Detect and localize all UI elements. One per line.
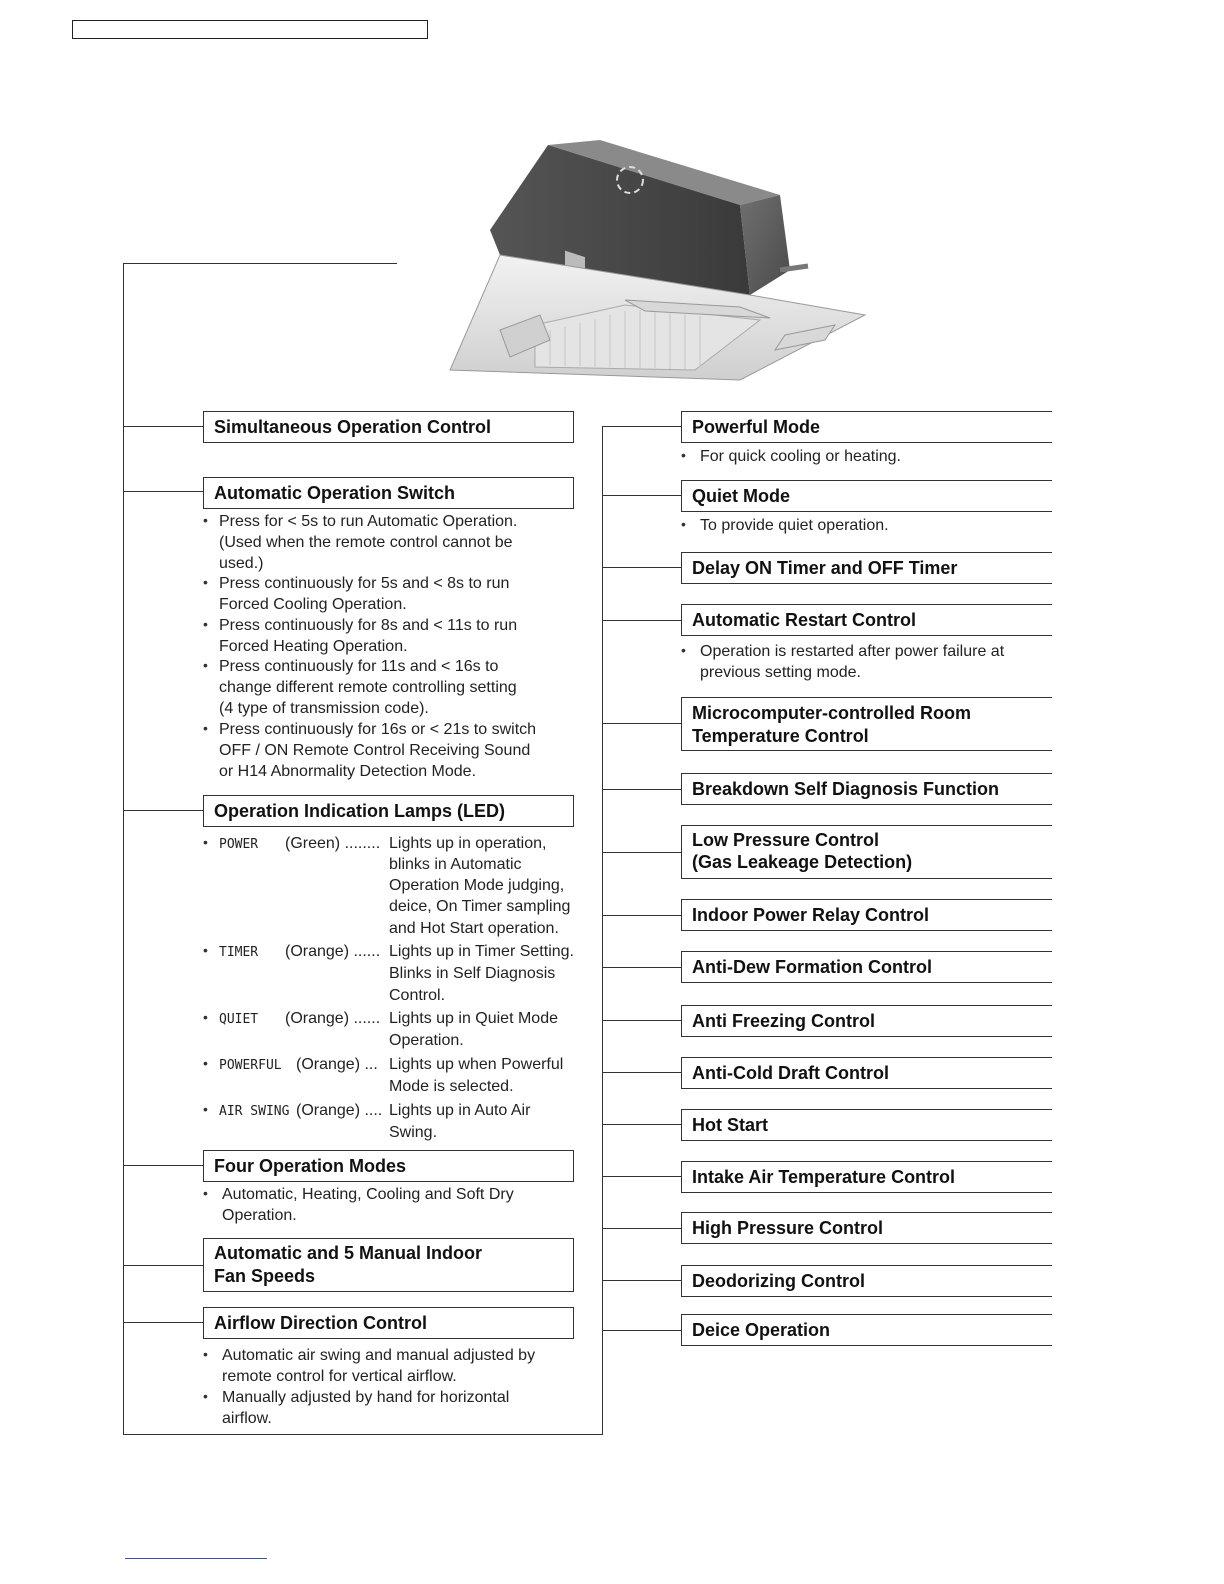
left-top-line bbox=[123, 263, 397, 264]
desc-line: Forced Heating Operation. bbox=[219, 638, 408, 655]
center-trunk-line bbox=[602, 426, 603, 1435]
anti-dew-box bbox=[681, 951, 1052, 983]
led-airswing-color: (Orange) .... bbox=[296, 1102, 383, 1119]
led-power-name: POWER bbox=[219, 837, 259, 852]
connector bbox=[602, 1020, 682, 1021]
airflow-direction-title: Airflow Direction Control bbox=[214, 1312, 427, 1333]
bullet: • bbox=[203, 574, 208, 590]
led-timer-name: TIMER bbox=[219, 945, 259, 960]
simultaneous-operation-box bbox=[203, 411, 574, 443]
connector bbox=[602, 789, 682, 790]
delay-timer-title: Delay ON Timer and OFF Timer bbox=[692, 558, 958, 578]
connector bbox=[602, 567, 682, 568]
desc-line: or H14 Abnormality Detection Mode. bbox=[219, 763, 477, 780]
room-temp-title-line-1: Microcomputer-controlled Room bbox=[692, 703, 972, 723]
desc-line: Lights up in Quiet Mode bbox=[389, 1010, 558, 1027]
automatic-operation-switch-title: Automatic Operation Switch bbox=[214, 482, 456, 503]
anti-cold-draft-title: Anti-Cold Draft Control bbox=[692, 1063, 889, 1083]
high-pressure-box bbox=[681, 1212, 1052, 1244]
anti-dew-title: Anti-Dew Formation Control bbox=[692, 957, 932, 977]
bullet: • bbox=[681, 516, 686, 532]
connector bbox=[602, 1280, 682, 1281]
connector bbox=[123, 1165, 203, 1166]
room-temp-title-line-2: Temperature Control bbox=[692, 726, 869, 746]
desc-line: and Hot Start operation. bbox=[389, 920, 559, 937]
connector bbox=[602, 1124, 682, 1125]
desc-line: Operation. bbox=[222, 1207, 297, 1224]
led-quiet-color: (Orange) ...... bbox=[285, 1010, 381, 1027]
hot-start-box bbox=[681, 1109, 1052, 1141]
room-temp-control-box bbox=[681, 697, 1052, 751]
fan-speeds-box bbox=[203, 1238, 574, 1292]
desc-line: Control. bbox=[389, 987, 446, 1004]
bullet: • bbox=[203, 616, 208, 632]
desc-line: Press continuously for 5s and < 8s to run bbox=[219, 575, 510, 592]
desc-line: Press for < 5s to run Automatic Operation. bbox=[219, 513, 518, 530]
desc-line: To provide quiet operation. bbox=[700, 517, 889, 534]
four-operation-modes-title: Four Operation Modes bbox=[214, 1155, 407, 1176]
anti-cold-draft-box bbox=[681, 1057, 1052, 1089]
led-powerful-name: POWERFUL bbox=[219, 1058, 282, 1073]
quiet-mode-box bbox=[681, 480, 1052, 512]
hot-start-title: Hot Start bbox=[692, 1115, 768, 1135]
bullet: • bbox=[203, 657, 208, 673]
operation-indication-lamps-box bbox=[203, 795, 574, 827]
desc-line: Forced Cooling Operation. bbox=[219, 596, 407, 613]
desc-line: Operation Mode judging, bbox=[389, 877, 565, 894]
desc-line: Operation is restarted after power failure at bbox=[700, 643, 1005, 660]
connector bbox=[602, 915, 682, 916]
connector bbox=[123, 1265, 203, 1266]
four-operation-modes-box bbox=[203, 1150, 574, 1182]
bullet: • bbox=[203, 1055, 208, 1071]
led-quiet-name: QUIET bbox=[219, 1012, 259, 1027]
low-pressure-title-line-1: Low Pressure Control bbox=[692, 830, 880, 850]
powerful-mode-box bbox=[681, 411, 1052, 443]
connector bbox=[123, 426, 203, 427]
desc-line: Lights up when Powerful bbox=[389, 1056, 564, 1073]
connector bbox=[602, 1176, 682, 1177]
left-trunk-line bbox=[123, 263, 124, 1435]
deodorizing-box bbox=[681, 1265, 1052, 1297]
connector bbox=[602, 495, 682, 496]
desc-line: Press continuously for 16s or < 21s to switch bbox=[219, 721, 537, 738]
led-timer-color: (Orange) ...... bbox=[285, 943, 381, 960]
desc-line: Lights up in Timer Setting. bbox=[389, 943, 574, 960]
connector bbox=[123, 1322, 203, 1323]
connector bbox=[602, 1330, 682, 1331]
bullet: • bbox=[203, 720, 208, 736]
connector bbox=[123, 810, 203, 811]
desc-line: Press continuously for 8s and < 11s to run bbox=[219, 617, 518, 634]
desc-line: blinks in Automatic bbox=[389, 856, 522, 873]
connector bbox=[602, 723, 682, 724]
bullet: • bbox=[203, 1388, 208, 1404]
desc-line: remote control for vertical airflow. bbox=[222, 1368, 457, 1385]
fan-speeds-title-line-1: Automatic and 5 Manual Indoor bbox=[214, 1243, 483, 1263]
desc-line: (4 type of transmission code). bbox=[219, 700, 429, 717]
desc-line: Automatic, Heating, Cooling and Soft Dry bbox=[222, 1186, 514, 1203]
bullet: • bbox=[203, 1101, 208, 1117]
desc-line: OFF / ON Remote Control Receiving Sound bbox=[219, 742, 531, 759]
automatic-operation-switch-box bbox=[203, 477, 574, 509]
high-pressure-title: High Pressure Control bbox=[692, 1218, 884, 1238]
desc-line: airflow. bbox=[222, 1410, 272, 1427]
desc-line: Blinks in Self Diagnosis bbox=[389, 965, 556, 982]
left-bottom-line bbox=[123, 1434, 603, 1435]
intake-air-temp-box bbox=[681, 1161, 1052, 1193]
simultaneous-operation-title: Simultaneous Operation Control bbox=[214, 416, 492, 437]
connector bbox=[602, 1228, 682, 1229]
anti-freezing-title: Anti Freezing Control bbox=[692, 1011, 875, 1031]
deodorizing-title: Deodorizing Control bbox=[692, 1271, 865, 1291]
desc-line: Automatic air swing and manual adjusted by bbox=[222, 1347, 536, 1364]
indoor-power-relay-box bbox=[681, 899, 1052, 931]
low-pressure-box bbox=[681, 825, 1052, 879]
low-pressure-title-line-2: (Gas Leakeage Detection) bbox=[692, 852, 913, 872]
desc-line: For quick cooling or heating. bbox=[700, 448, 901, 465]
connector bbox=[602, 852, 682, 853]
desc-line: Operation. bbox=[389, 1032, 464, 1049]
desc-line: Swing. bbox=[389, 1124, 438, 1141]
led-power-color: (Green) ........ bbox=[285, 835, 381, 852]
desc-line: Lights up in operation, bbox=[389, 835, 547, 852]
quiet-mode-title: Quiet Mode bbox=[692, 486, 790, 506]
desc-line: change different remote controlling setting bbox=[219, 679, 517, 696]
desc-line: used.) bbox=[219, 555, 264, 572]
desc-line: (Used when the remote control cannot be bbox=[219, 534, 513, 551]
bullet: • bbox=[203, 1346, 208, 1362]
operation-indication-lamps-title: Operation Indication Lamps (LED) bbox=[214, 800, 506, 821]
delay-timer-box bbox=[681, 552, 1052, 584]
automatic-restart-title: Automatic Restart Control bbox=[692, 610, 917, 630]
fan-speeds-title-line-2: Fan Speeds bbox=[214, 1266, 316, 1286]
desc-line: deice, On Timer sampling bbox=[389, 898, 571, 915]
header-blank-box bbox=[72, 20, 428, 39]
desc-line: previous setting mode. bbox=[700, 664, 861, 681]
bullet: • bbox=[203, 942, 208, 958]
bullet: • bbox=[203, 1185, 208, 1201]
bullet: • bbox=[203, 512, 208, 528]
desc-line: Manually adjusted by hand for horizontal bbox=[222, 1389, 510, 1406]
cassette-unit-illustration bbox=[440, 135, 870, 395]
airflow-direction-box bbox=[203, 1307, 574, 1339]
connector bbox=[602, 967, 682, 968]
bullet: • bbox=[681, 447, 686, 463]
connector bbox=[123, 491, 203, 492]
indoor-power-relay-title: Indoor Power Relay Control bbox=[692, 905, 930, 925]
connector bbox=[602, 426, 682, 427]
bullet: • bbox=[203, 1009, 208, 1025]
led-airswing-name: AIR SWING bbox=[219, 1104, 290, 1119]
deice-operation-title: Deice Operation bbox=[692, 1320, 831, 1340]
breakdown-diagnosis-box bbox=[681, 773, 1052, 805]
led-powerful-color: (Orange) ... bbox=[296, 1056, 378, 1073]
breakdown-diagnosis-title: Breakdown Self Diagnosis Function bbox=[692, 779, 1000, 799]
desc-line: Press continuously for 11s and < 16s to bbox=[219, 658, 499, 675]
anti-freezing-box bbox=[681, 1005, 1052, 1037]
deice-operation-box bbox=[681, 1314, 1052, 1346]
desc-line: Mode is selected. bbox=[389, 1078, 514, 1095]
bullet: • bbox=[203, 834, 208, 850]
intake-air-temp-title: Intake Air Temperature Control bbox=[692, 1167, 956, 1187]
automatic-restart-box bbox=[681, 604, 1052, 636]
desc-line: Lights up in Auto Air bbox=[389, 1102, 531, 1119]
bullet: • bbox=[681, 642, 686, 658]
connector bbox=[602, 1072, 682, 1073]
powerful-mode-title: Powerful Mode bbox=[692, 417, 821, 437]
footer-line bbox=[125, 1558, 267, 1559]
connector bbox=[602, 620, 682, 621]
